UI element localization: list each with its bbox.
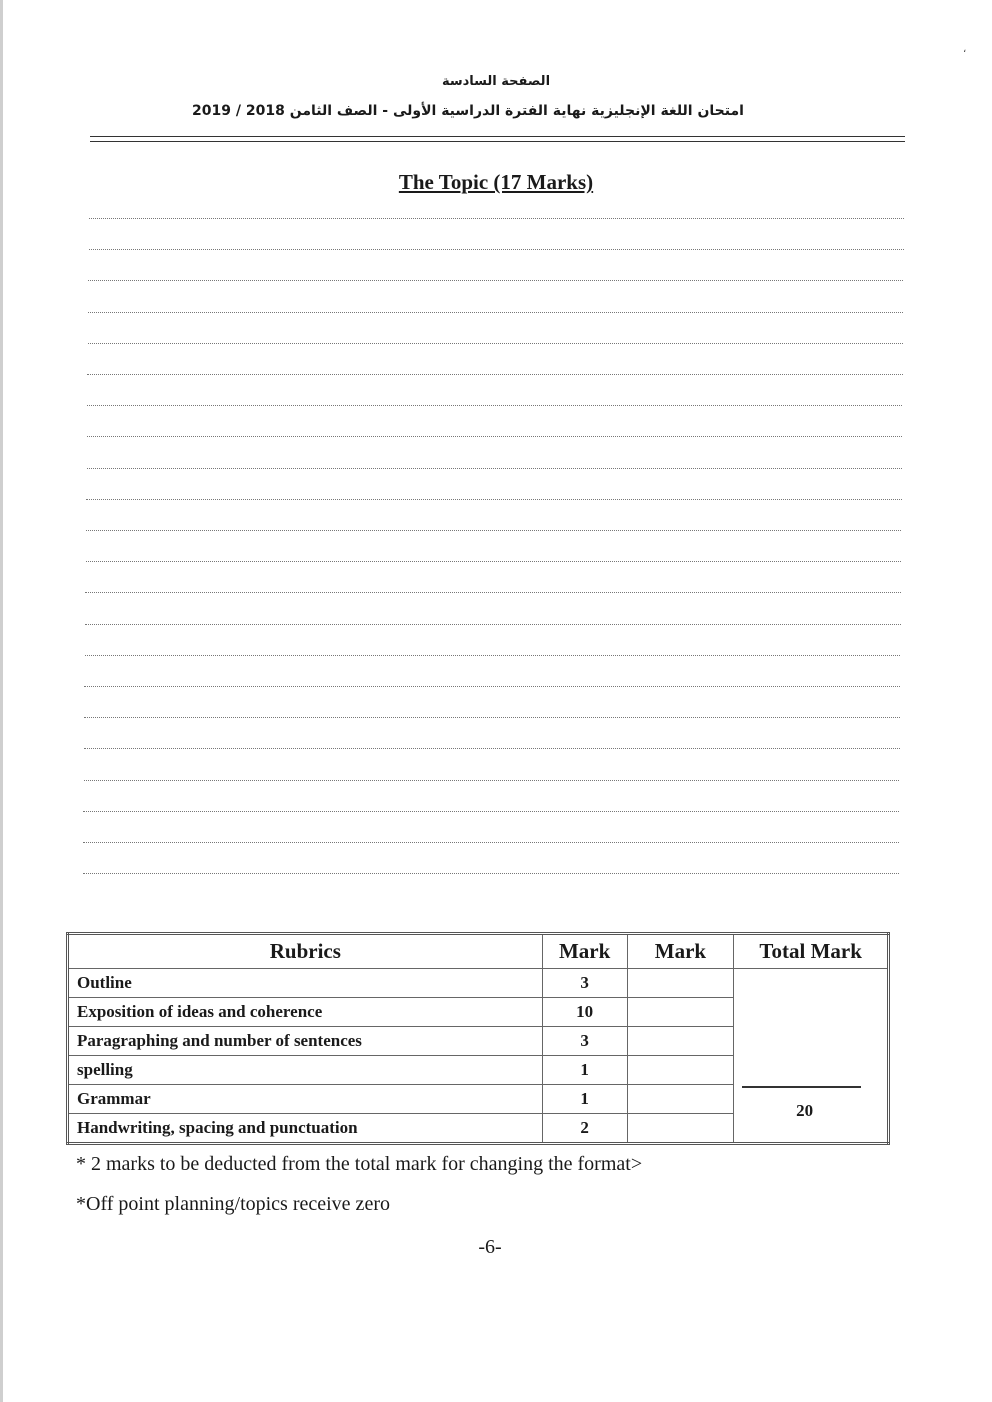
- mark-header-2: Mark: [627, 934, 734, 969]
- writing-line[interactable]: [83, 811, 899, 812]
- score-cell[interactable]: [627, 1027, 734, 1056]
- writing-line[interactable]: [83, 873, 899, 874]
- writing-line[interactable]: [86, 561, 901, 562]
- writing-line[interactable]: [88, 312, 903, 313]
- writing-line[interactable]: [83, 842, 899, 843]
- total-mark-value: 20: [796, 1101, 814, 1120]
- writing-line[interactable]: [88, 280, 903, 281]
- writing-line[interactable]: [84, 686, 900, 687]
- stray-mark: ،: [963, 44, 967, 55]
- total-mark-header: Total Mark: [734, 934, 889, 969]
- arabic-exam-title: امتحان اللغة الإنجليزية نهاية الفترة الدراسية الأولى - الصف الثامن 2018 / 2019: [192, 103, 744, 119]
- rubric-mark: 1: [542, 1056, 627, 1085]
- rubrics-table: [66, 932, 890, 1145]
- rubrics-header-row: [68, 934, 889, 969]
- writing-line[interactable]: [89, 218, 904, 219]
- page-number: -6-: [478, 1236, 502, 1258]
- writing-line[interactable]: [86, 530, 901, 531]
- rubric-mark: 3: [542, 1027, 627, 1056]
- rubric-name: Outline: [68, 969, 543, 998]
- writing-line[interactable]: [84, 780, 899, 781]
- total-mark-cell[interactable]: [734, 969, 889, 1144]
- writing-line[interactable]: [87, 405, 902, 406]
- writing-line[interactable]: [87, 374, 903, 375]
- format-note: * 2 marks to be deducted from the total mark for changing the format>: [76, 1153, 643, 1175]
- score-cell[interactable]: [627, 1114, 734, 1144]
- score-cell[interactable]: [627, 1056, 734, 1085]
- writing-line[interactable]: [85, 624, 901, 625]
- rubrics-header: Rubrics: [68, 934, 543, 969]
- off-point-note: *Off point planning/topics receive zero: [76, 1193, 390, 1215]
- rubric-name: Grammar: [68, 1085, 543, 1114]
- writing-line[interactable]: [84, 717, 900, 718]
- page-edge: [0, 0, 3, 1402]
- rubric-mark: 1: [542, 1085, 627, 1114]
- rubric-mark: 3: [542, 969, 627, 998]
- rubric-name: Paragraphing and number of sentences: [68, 1027, 543, 1056]
- writing-line[interactable]: [86, 499, 902, 500]
- rubric-name: spelling: [68, 1056, 543, 1085]
- rubric-name: Exposition of ideas and coherence: [68, 998, 543, 1027]
- header-double-rule: [90, 136, 905, 142]
- writing-line[interactable]: [84, 748, 900, 749]
- writing-line[interactable]: [87, 436, 902, 437]
- score-cell[interactable]: [627, 969, 734, 998]
- topic-heading: The Topic (17 Marks): [398, 170, 594, 194]
- rubric-name: Handwriting, spacing and punctuation: [68, 1114, 543, 1144]
- writing-line[interactable]: [87, 468, 902, 469]
- total-mark-rule: [742, 1086, 861, 1088]
- mark-header-1: Mark: [542, 934, 627, 969]
- writing-line[interactable]: [85, 655, 900, 656]
- rubric-mark: 10: [542, 998, 627, 1027]
- arabic-page-label: الصفحة السادسة: [441, 74, 551, 89]
- rubric-mark: 2: [542, 1114, 627, 1144]
- writing-line[interactable]: [89, 249, 904, 250]
- writing-line[interactable]: [85, 592, 901, 593]
- score-cell[interactable]: [627, 998, 734, 1027]
- score-cell[interactable]: [627, 1085, 734, 1114]
- writing-line[interactable]: [88, 343, 903, 344]
- table-row: [68, 969, 889, 998]
